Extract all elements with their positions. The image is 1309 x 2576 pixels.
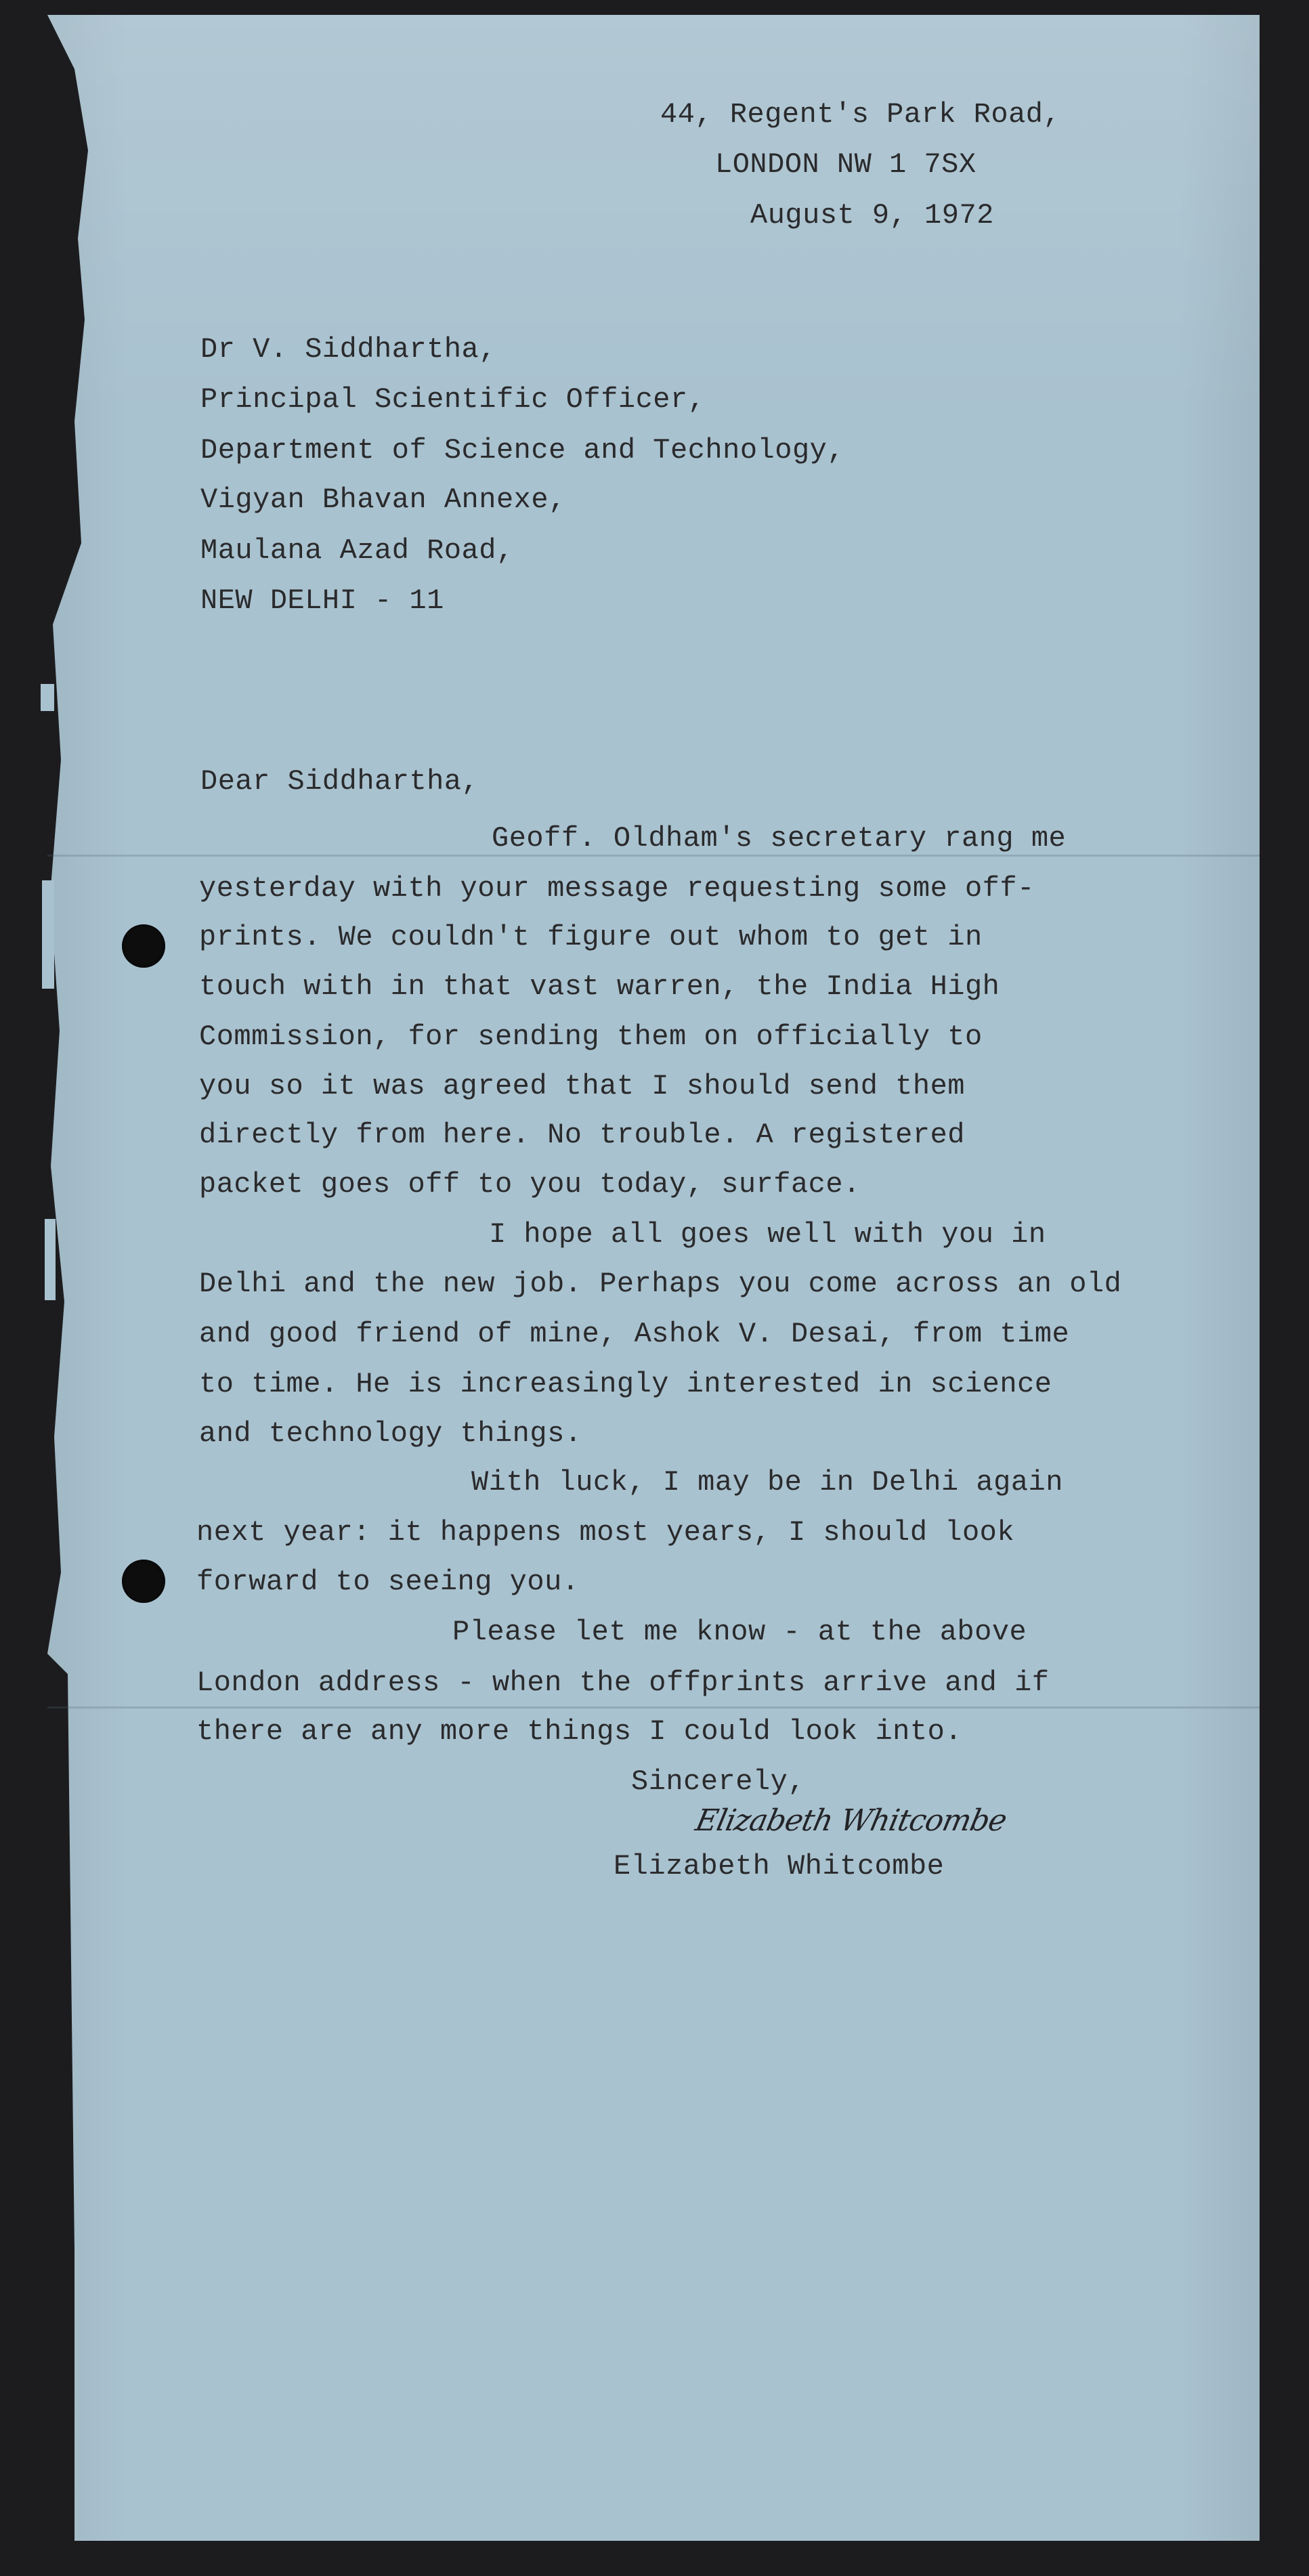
- punch-hole: [122, 1560, 165, 1603]
- body-line: there are any more things I could look into.: [196, 1715, 962, 1748]
- body-line: touch with in that vast warren, the India High: [199, 970, 1000, 1003]
- closing: Sincerely,: [631, 1765, 806, 1798]
- recipient-title: Principal Scientific Officer,: [200, 383, 706, 416]
- paper-tear: [41, 684, 54, 711]
- body-line: next year: it happens most years, I should look: [196, 1516, 1015, 1549]
- body-line: directly from here. No trouble. A registered: [199, 1119, 965, 1151]
- recipient-road: Maulana Azad Road,: [200, 534, 514, 567]
- body-line: prints. We couldn't figure out whom to get in: [199, 921, 983, 953]
- recipient-department: Department of Science and Technology,: [200, 434, 845, 467]
- sender-address-line1: 44, Regent's Park Road,: [660, 98, 1061, 131]
- recipient-building: Vigyan Bhavan Annexe,: [200, 484, 566, 516]
- salutation: Dear Siddhartha,: [200, 765, 479, 798]
- body-line: Delhi and the new job. Perhaps you come across an old: [199, 1268, 1122, 1300]
- typed-signature-name: Elizabeth Whitcombe: [614, 1850, 945, 1883]
- body-line: London address - when the offprints arrive and if: [196, 1667, 1050, 1699]
- body-line: Please let me know - at the above: [452, 1616, 1027, 1648]
- letter-date: August 9, 1972: [750, 199, 994, 232]
- sender-address-line2: LONDON NW 1 7SX: [715, 148, 977, 181]
- recipient-name: Dr V. Siddhartha,: [200, 333, 496, 366]
- recipient-city: NEW DELHI - 11: [200, 584, 444, 617]
- body-line: Commission, for sending them on officially to: [199, 1021, 983, 1053]
- paper-tear: [45, 1219, 56, 1300]
- body-line: packet goes off to you today, surface.: [199, 1168, 861, 1201]
- body-line: to time. He is increasingly interested in science: [199, 1368, 1052, 1400]
- punch-hole: [122, 924, 165, 968]
- body-line: forward to seeing you.: [196, 1566, 580, 1598]
- body-line: yesterday with your message requesting some off-: [199, 872, 1035, 905]
- body-line: you so it was agreed that I should send them: [199, 1070, 965, 1102]
- body-line: With luck, I may be in Delhi again: [471, 1466, 1063, 1499]
- handwritten-signature: Elizabeth Whitcombe: [692, 1803, 1010, 1838]
- fold-line: [47, 855, 1260, 857]
- body-line: and good friend of mine, Ashok V. Desai, from time: [199, 1318, 1070, 1350]
- body-line: Geoff. Oldham's secretary rang me: [492, 822, 1067, 855]
- fold-line: [47, 1706, 1260, 1709]
- body-line: and technology things.: [199, 1417, 582, 1450]
- paper-tear: [42, 880, 54, 989]
- body-line: I hope all goes well with you in: [489, 1218, 1046, 1251]
